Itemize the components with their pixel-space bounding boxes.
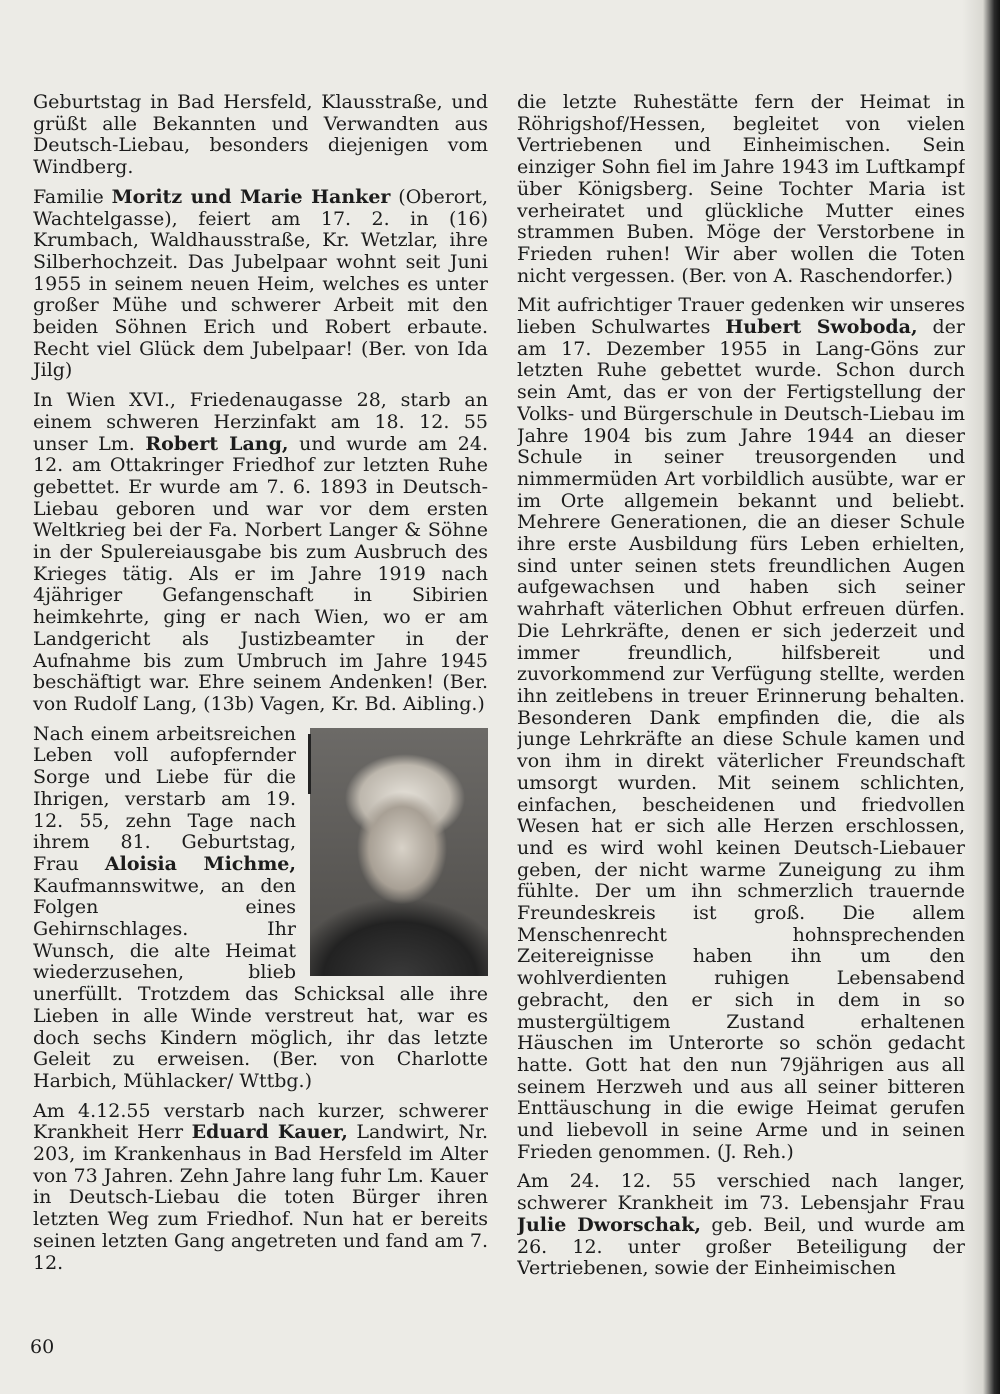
name-eduard-kauer: Eduard Kauer,: [191, 1121, 348, 1144]
name-hanker: Moritz und Marie Hanker: [111, 185, 391, 208]
photo-edge-mark: [308, 734, 311, 794]
name-robert-lang: Robert Lang,: [145, 432, 289, 455]
page-binding-edge: [962, 0, 1000, 1394]
article-obituary-aloisia-michme: Nach einem arbeitsreichen Leben voll aufopfernder Sorge und Liebe für die Ihrigen, verstarb am 19. 12. 55, zehn Tage nach ihrem 81. Geburtstag, Frau Aloisia Michme, Kaufmannswitwe, an den Folgen eines Gehirnschlages. Ihr Wunsch, die alte Heimat wiederzusehen, blieb unerfüllt. Trotzdem das Schicksal alle ihre Lieben in alle Winde verstreut hat, war es doch sechs Kindern möglich, ihr das letzte Geleit zu erweisen. (Ber. von Charlotte Harbich, Mühlacker/ Wttbg.): [33, 722, 488, 1092]
article-obituary-eduard-kauer: Am 4.12.55 verstarb nach kurzer, schwerer Krankheit Herr Eduard Kauer, Landwirt, Nr. 203, im Krankenhaus in Bad Hersfeld im Alter von 73 Jahren. Zehn Jahre lang fuhr Lm. Kauer in Deutsch-Liebau die toten Bürger ihren letzten Weg zum Friedhof. Nun hat er bereits seinen letzten Gang angetreten und fand am 7. 12.: [33, 1099, 488, 1274]
left-column: [33, 92, 488, 1282]
right-column: [517, 92, 965, 1288]
article-continuation-kauer: die letzte Ruhestätte fern der Heimat in Röhrigshof/Hessen, begleitet von vielen Vertriebenen und Einheimischen. Sein einziger Sohn fiel im Jahre 1943 im Luftkampf über Königsberg. Seine Tochter Maria ist verheiratet und glückliche Mutter eines strammen Buben. Möge der Verstorbene in Frieden ruhen! Wir aber wollen die Toten nicht vergessen. (Ber. von A. Raschendorfer.): [517, 92, 965, 287]
article-silver-wedding-hanker: Familie Moritz und Marie Hanker (Oberort, Wachtelgasse), feiert am 17. 2. in (16) Krumbach, Waldhausstraße, Kr. Wetzlar, ihre Silberhochzeit. Das Jubelpaar wohnt seit Juni 1955 in seinem neuen Heim, welches es unter großer Mühe und schwerer Arbeit mit den beiden Söhnen Erich und Robert erbaute. Recht viel Glück dem Jubelpaar! (Ber. von Ida Jilg): [33, 185, 488, 382]
article-obituary-hubert-swoboda: Mit aufrichtiger Trauer gedenken wir unseres lieben Schulwartes Hubert Swoboda, der am 17. Dezember 1955 in Lang-Göns zur letzten Ruhe gebettet wurde. Schon durch sein Amt, das er von der Fertigstellung der Volks- und Bürgerschule in Deutsch-Liebau im Jahre 1904 bis zum Jahre 1944 an dieser Schule in seiner treusorgenden und nimmermüden Art vorbildlich ausübte, war er im Orte allgemein bekannt und beliebt. Mehrere Generationen, die an dieser Schule ihre erste Ausbildung fürs Leben erhielten, sind unter seinen stets freundlichen Augen aufgewachsen und haben sich seiner wahrhaft väterlichen Obhut erfreuen dürfen. Die Lehrkräfte, denen er sich jederzeit und immer freundlich, hilfsbereit und zuvorkommend zur Verfügung stellte, werden ihn zeitlebens in treuer Erinnerung behalten. Besonderen Dank empfinden die, die als junge Lehrkräfte an diese Schule kamen und von ihm in direkt väterlicher Freundschaft umsorgt wurden. Mit seinem schlichten, einfachen, bescheidenen und friedvollen Wesen hat er sich alle Herzen erschlossen, und es wird wohl keinen Deutsch-Liebauer geben, der nicht warme Zuneigung zu ihm fühlte. Der um ihn schmerzlich trauernde Freundeskreis ist groß. Die allem Menschenrecht hohnsprechenden Zeitereignisse haben ihn um den wohlverdienten ruhigen Lebensabend gebracht, den er sich in dem in so mustergültigem Zustand erhaltenen Häuschen im Unterorte so schön gedacht hatte. Gott hat den nun 79jährigen aus all seinem Herzweh und aus all seiner bitteren Enttäuschung in die ewige Heimat gerufen und liebevoll in seine Arme und in seinen Frieden genommen. (J. Reh.): [517, 294, 965, 1163]
name-aloisia-michme: Aloisia Michme,: [104, 852, 296, 875]
name-julie-dworschak: Julie Dworschak,: [517, 1213, 701, 1236]
name-hubert-swoboda: Hubert Swoboda,: [725, 316, 918, 339]
article-obituary-julie-dworschak: Am 24. 12. 55 verschied nach langer, schwerer Krankheit im 73. Lebensjahr Frau Julie Dworschak, geb. Beil, und wurde am 26. 12. unter großer Beteiligung der Vertriebenen, sowie der Einheimischen: [517, 1170, 965, 1280]
article-birthday-greeting: Geburtstag in Bad Hersfeld, Klausstraße, und grüßt alle Bekannten und Verwandten aus Deutsch-Liebau, besonders diejenigen vom Windberg.: [33, 91, 488, 179]
page-number: 60: [30, 1336, 55, 1358]
article-obituary-robert-lang: In Wien XVI., Friedenaugasse 28, starb an einem schweren Herzinfakt am 18. 12. 55 unser Lm. Robert Lang, und wurde am 24. 12. am Ottakringer Friedhof zur letzten Ruhe gebettet. Er wurde am 7. 6. 1893 in Deutsch-Liebau geboren und war vor dem ersten Weltkrieg bei der Fa. Norbert Langer & Söhne in der Spulereiausgabe bis zum Ausbruch des Krieges tätig. Als er im Jahre 1919 nach 4jähriger Gefangenschaft in Sibirien heimkehrte, ging er nach Wien, wo er am Landgericht als Justizbeamter in der Aufnahme bis zum Umbruch im Jahre 1945 beschäftigt war. Ehre seinem Andenken! (Ber. von Rudolf Lang, (13b) Vagen, Kr. Bd. Aibling.): [33, 389, 488, 715]
portrait-image: [310, 728, 488, 976]
portrait-photo: [306, 728, 488, 976]
